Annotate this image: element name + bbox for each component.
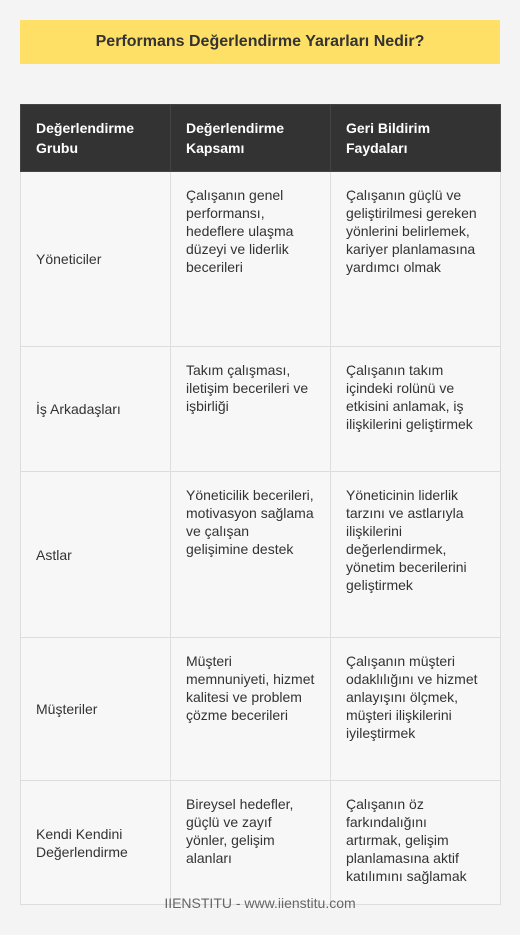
header-cell: Değerlendirme Grubu: [21, 105, 171, 172]
group-cell: Müşteriler: [21, 638, 171, 781]
title-banner: [20, 20, 500, 64]
benefit-cell: Çalışanın müşteri odaklılığını ve hizmet anlayışını ölçmek, müşteri ilişkilerini iyileştirmek: [331, 638, 501, 781]
table-row: [21, 347, 501, 472]
header-cell: Değerlendirme Kapsamı: [171, 105, 331, 172]
table-header-row: [21, 105, 501, 172]
evaluation-table: [20, 104, 501, 905]
scope-cell: Çalışanın genel performansı, hedeflere ulaşma düzeyi ve liderlik becerileri: [171, 172, 331, 347]
page-title: Performans Değerlendirme Yararları Nedir?: [95, 33, 425, 50]
table-row: [21, 472, 501, 638]
scope-cell: Müşteri memnuniyeti, hizmet kalitesi ve problem çözme becerileri: [171, 638, 331, 781]
table-row: [21, 781, 501, 905]
group-cell: Kendi Kendini Değerlendirme: [21, 781, 171, 905]
benefit-cell: Yöneticinin liderlik tarzını ve astlarıyla ilişkilerini değerlendirmek, yönetim becerilerini geliştirmek: [331, 472, 501, 638]
group-cell: Astlar: [21, 472, 171, 638]
benefit-cell: Çalışanın güçlü ve geliştirilmesi gereken yönlerini belirlemek, kariyer planlamasına yardımcı olmak: [331, 172, 501, 347]
scope-cell: Bireysel hedefler, güçlü ve zayıf yönler, gelişim alanları: [171, 781, 331, 905]
group-cell: Yöneticiler: [21, 172, 171, 347]
footer-credit: IIENSTITU - www.iienstitu.com: [164, 895, 356, 911]
scope-cell: Yöneticilik becerileri, motivasyon sağlama ve çalışan gelişimine destek: [171, 472, 331, 638]
benefit-cell: Çalışanın takım içindeki rolünü ve etkisini anlamak, iş ilişkilerini geliştirmek: [331, 347, 501, 472]
table-row: [21, 638, 501, 781]
header-cell: Geri Bildirim Faydaları: [331, 105, 501, 172]
table-row: [21, 172, 501, 347]
benefit-cell: Çalışanın öz farkındalığını artırmak, gelişim planlamasına aktif katılımını sağlamak: [331, 781, 501, 905]
scope-cell: Takım çalışması, iletişim becerileri ve işbirliği: [171, 347, 331, 472]
group-cell: İş Arkadaşları: [21, 347, 171, 472]
